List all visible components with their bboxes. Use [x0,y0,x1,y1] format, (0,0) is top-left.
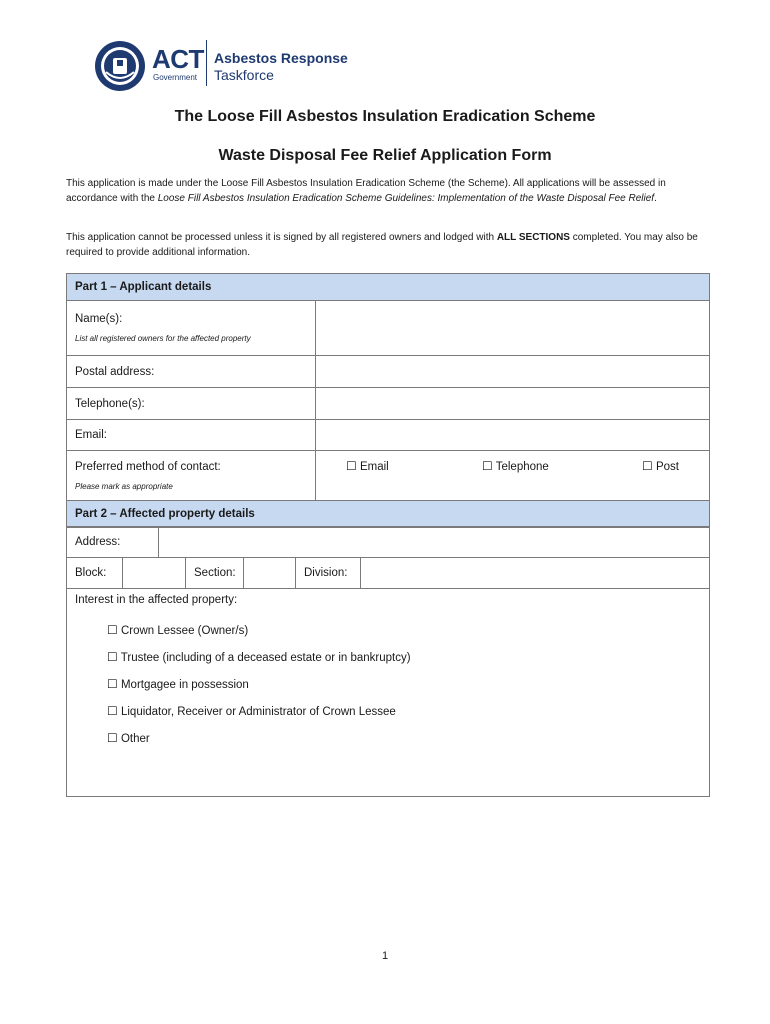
checkbox-icon: ☐ [481,459,493,473]
interest-box [66,588,710,797]
contact-post-option[interactable]: ☐ Post [642,459,679,473]
contact-telephone-option[interactable]: ☐ Telephone [481,459,549,473]
section-label: Section: [186,558,244,589]
section-field[interactable] [244,558,296,589]
act-government-logo [94,40,374,96]
intro-paragraph-1: This application is made under the Loose Fill Asbestos Insulation Eradication Scheme (the Scheme). All applications will be assessed in accordance with the Loose Fill Asbestos Insulation Eradication Scheme Guidelines: Implementation of the Waste Disposal Fee Relief. [66,178,666,204]
address-label: Address: [67,527,159,558]
interest-crown-lessee-option[interactable]: ☐ Crown Lessee (Owner/s) [107,623,249,637]
act-seal-icon [94,40,146,92]
part2-heading: Part 2 – Affected property details [67,501,710,528]
contact-method-options [316,451,710,501]
checkbox-icon: ☐ [346,459,357,473]
contact-method-label-cell [67,451,316,501]
division-field[interactable] [361,558,710,589]
postal-address-label: Postal address: [67,356,316,388]
interest-label: Interest in the affected property: [75,594,238,606]
block-section-division-table [66,557,710,589]
telephone-field[interactable] [316,388,710,420]
document-title: The Loose Fill Asbestos Insulation Eradication Scheme [174,108,596,125]
contact-email-option[interactable]: ☐ Email [346,459,389,473]
names-label: Name(s): [75,313,123,325]
address-table [66,526,710,558]
checkbox-icon: ☐ [107,677,118,691]
contact-method-label: Preferred method of contact: [75,460,221,473]
form-title: Waste Disposal Fee Relief Application Form [218,147,552,164]
guidelines-reference: Loose Fill Asbestos Insulation Eradication Scheme Guidelines: Implementation of the Waste Disposal Fee Relief [157,193,655,204]
logo-title-line2: Taskforce [214,67,274,83]
logo-act-text: ACT [152,44,204,74]
intro-paragraph-2: This application cannot be processed unless it is signed by all registered owners and lodged with ALL SECTIONS completed. You may also be required to provide additional information. [66,232,698,258]
names-field[interactable] [316,301,710,356]
checkbox-icon: ☐ [107,704,118,718]
email-field[interactable] [316,420,710,451]
interest-liquidator-option[interactable]: ☐ Liquidator, Receiver or Administrator of Crown Lessee [107,704,396,718]
contact-method-hint: Please mark as appropriate [75,481,173,491]
interest-other-option[interactable]: ☐ Other [107,731,150,745]
checkbox-icon: ☐ [107,623,118,637]
telephone-label: Telephone(s): [67,388,316,420]
address-field[interactable] [159,527,710,558]
division-label: Division: [296,558,361,589]
interest-mortgagee-option[interactable]: ☐ Mortgagee in possession [107,677,249,691]
block-field[interactable] [123,558,186,589]
block-label: Block: [67,558,123,589]
email-label: Email: [67,420,316,451]
property-details-heading-table [66,500,710,528]
checkbox-icon: ☐ [107,731,118,745]
checkbox-icon: ☐ [642,459,653,473]
checkbox-icon: ☐ [107,650,118,664]
logo-title-line1: Asbestos Response [214,50,348,66]
names-hint: List all registered owners for the affected property [75,334,251,343]
logo-government-text: Government [153,73,198,82]
interest-trustee-option[interactable]: ☐ Trustee (including of a deceased estate or in bankruptcy) [107,650,411,664]
page-number: 1 [381,950,389,962]
logo-divider [206,40,207,86]
applicant-details-table [66,273,710,501]
all-sections-emphasis: ALL SECTIONS [496,232,570,243]
interest-options [107,623,411,758]
part1-heading: Part 1 – Applicant details [67,274,710,301]
names-label-cell [67,301,316,356]
postal-address-field[interactable] [316,356,710,388]
